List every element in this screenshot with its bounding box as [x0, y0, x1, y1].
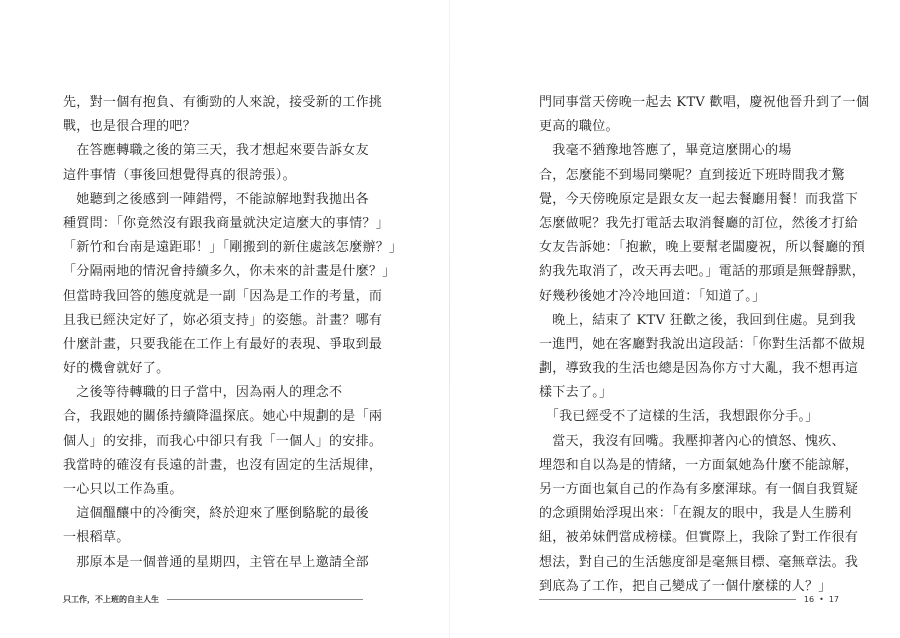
text-line: 個人」的安排，而我心中卻只有我「一個人」的安排。: [63, 433, 383, 449]
text-line: 好的機會就好了。: [63, 361, 170, 377]
text-line: 但當時我回答的態度就是一副「因為是工作的考量，而: [63, 288, 383, 304]
text-line: 當天，我沒有回嘴。我壓抑著內心的憤怒、愧疚、: [539, 433, 845, 449]
text-line: 戰，也是很合理的吧？: [63, 119, 197, 135]
text-line: 這件事情（事後回想覺得真的很誇張）。: [63, 167, 296, 183]
text-line: 我毫不猶豫地答應了，畢竟這麼開心的場: [539, 143, 792, 159]
page-number-right: 17: [828, 594, 839, 604]
text-line: 什麼計畫，只要我能在工作上有最好的表現、爭取到最: [63, 336, 383, 352]
right-page: [450, 0, 900, 638]
text-line: 更高的職位。: [539, 119, 619, 135]
text-line: 合，我跟她的關係持續降溫探底。她心中規劃的是「兩: [63, 409, 383, 425]
text-line: 我當時的確沒有長遠的計畫，也沒有固定的生活規律，: [63, 457, 383, 473]
text-line: 先，對一個有抱負、有衝勁的人來說，接受新的工作挑: [63, 95, 383, 110]
text-line: 這個醞釀中的冷衝突，終於迎來了壓倒駱駝的最後: [63, 506, 369, 522]
text-line: 一進門，她在客廳對我說出這段話：「你對生活都不做規: [539, 336, 866, 352]
right-page-text: [539, 91, 870, 599]
text-line: 「新竹和台南是遠距耶！」「剛搬到的新住處該怎麼辦？」: [63, 240, 403, 256]
right-page-footer: [539, 592, 839, 606]
text-line: 「分隔兩地的情況會持續多久，你未來的計畫是什麼？」: [63, 264, 396, 280]
text-line: 一根稻草。: [63, 530, 130, 546]
text-line: 合，怎麼能不到場同樂呢？直到接近下班時間我才驚: [539, 167, 845, 183]
text-line: 晚上，結束了 KTV 狂歡之後，我回到住處。見到我: [539, 312, 856, 328]
text-line: 門同事當天傍晚一起去 KTV 歡唱，慶祝他晉升到了一個: [539, 95, 870, 110]
text-line: 另一方面也氣自己的作為有多麼渾球。有一個自我質疑: [539, 482, 859, 497]
book-title: 只工作，不上班的自主人生: [63, 594, 159, 604]
text-line: 女友告訴她：「抱歉，晚上要幫老闆慶祝，所以餐廳的預: [539, 240, 866, 256]
text-line: 之後等待轉職的日子當中，因為兩人的理念不: [63, 385, 343, 401]
text-line: 怎麼做呢？我先打電話去取消餐廳的訂位，然後才打給: [539, 215, 859, 231]
text-line: 埋怨和自以為是的情緒，一方面氣她為什麼不能諒解，: [539, 457, 859, 473]
text-line: 的念頭開始浮現出來：「在親友的眼中，我是人生勝利: [539, 506, 852, 522]
text-line: 劃，導致我的生活也總是因為你方寸大亂，我不想再這: [539, 361, 859, 377]
left-page-text: [63, 91, 403, 575]
text-line: 她聽到之後感到一陣錯愕，不能諒解地對我拋出各: [63, 191, 369, 207]
text-line: 組，被弟妹們當成榜樣。但實際上，我除了對工作很有: [539, 530, 859, 546]
text-line: 想法，對自己的生活態度卻是毫無目標、毫無章法。我: [539, 554, 859, 570]
footer-rule: [167, 599, 363, 600]
footer-rule: [539, 599, 796, 600]
page-numbers: [804, 595, 839, 604]
text-line: 且我已經決定好了，妳必須支持」的姿態。計畫？哪有: [63, 312, 383, 328]
text-line: 在答應轉職之後的第三天，我才想起來要告訴女友: [63, 143, 369, 159]
text-line: 種質問：「你竟然沒有跟我商量就決定這麼大的事情？」: [63, 215, 390, 231]
left-page-footer: [63, 592, 363, 606]
text-line: 樣下去了。」: [539, 385, 613, 401]
text-line: 好幾秒後她才冷冷地回道：「知道了。」: [539, 288, 766, 304]
text-line: 到底為了工作，把自己變成了一個什麼樣的人？」: [539, 578, 832, 594]
text-line: 一心只以工作為重。: [63, 482, 183, 497]
page-number-left: 16: [803, 594, 815, 604]
text-line: 約我先取消了，改天再去吧。」電話的那頭是無聲靜默，: [539, 264, 866, 280]
page-number-separator: •: [819, 594, 824, 604]
text-line: 「我已經受不了這樣的生活，我想跟你分手。」: [539, 409, 819, 425]
text-line: 那原本是一個普通的星期四，主管在早上邀請全部: [63, 554, 369, 570]
text-line: 覺，今天傍晚原定是跟女友一起去餐廳用餐！而我當下: [539, 191, 859, 207]
